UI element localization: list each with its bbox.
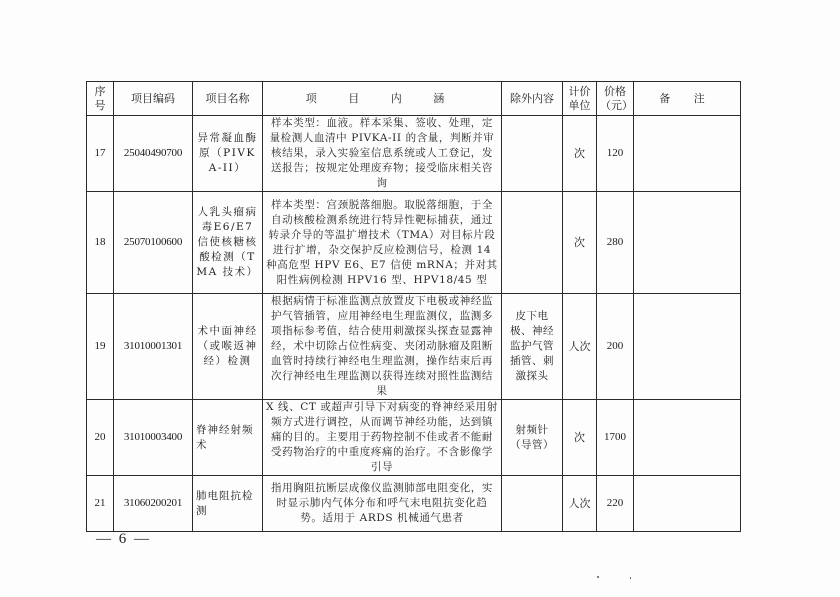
cell-seq: 18 (87, 192, 114, 294)
cell-unit: 次 (563, 400, 597, 476)
cell-code: 31010001301 (114, 294, 193, 400)
cell-exclusions (502, 476, 563, 532)
cell-price: 280 (597, 192, 634, 294)
cell-connotation: 样本类型：血液。样本采集、签收、处理，定量检测人血清中 PIVKA-II 的含量，判断并审核结果，录入实验室信息系统或人工登记，发送报告；按规定处理废弃物；接受临床相关咨询 (263, 116, 502, 192)
header-price: 价格（元） (597, 82, 634, 116)
table-row (87, 294, 741, 400)
cell-name: 肺电阻抗检测 (193, 476, 263, 532)
cell-remarks (634, 192, 741, 294)
cell-unit: 人次 (563, 294, 597, 400)
cell-seq: 19 (87, 294, 114, 400)
cell-code: 25040490700 (114, 116, 193, 192)
cell-seq: 17 (87, 116, 114, 192)
cell-remarks (634, 116, 741, 192)
cell-code: 31060200201 (114, 476, 193, 532)
header-unit: 计价单位 (563, 82, 597, 116)
table-row (87, 400, 741, 476)
cell-name: 术中面神经（或喉返神经）检测 (193, 294, 263, 400)
cell-remarks (634, 294, 741, 400)
cell-connotation: X 线、CT 或超声引导下对病变的脊神经采用射频方式进行调控，从而调节神经功能，达到镇痛的目的。主要用于药物控制不佳或者不能耐受药物治疗的中重度疼痛的治疗。不含影像学引导 (263, 400, 502, 476)
medical-service-price-table (86, 81, 741, 532)
scan-speck (597, 576, 599, 578)
cell-exclusions: 射频针（导管） (502, 400, 563, 476)
header-name: 项目名称 (193, 82, 263, 116)
cell-seq: 21 (87, 476, 114, 532)
cell-connotation: 样本类型：宫颈脱落细胞。取脱落细胞，于全自动核酸检测系统进行特异性靶标捕获，通过转录介导的等温扩增技术（TMA）对目标片段进行扩增，杂交保护反应检测信号，检测 14 种高危型 HPV E6、E7 信使 mRNA；并对其阳性病例检测 HPV16 型、HPV18/45 型 (263, 192, 502, 294)
cell-name: 异常凝血酶原（PIVKA-II） (193, 116, 263, 192)
cell-name: 人乳头瘤病毒E6/E7 信使核糖核酸检测（TMA 技术） (193, 192, 263, 294)
header-remarks: 备 注 (634, 82, 741, 116)
cell-code: 31010003400 (114, 400, 193, 476)
table-row (87, 192, 741, 294)
cell-price: 1700 (597, 400, 634, 476)
header-row (87, 82, 741, 116)
cell-name: 脊神经射频术 (193, 400, 263, 476)
cell-connotation: 指用胸阻抗断层成像仪监测肺部电阻变化，实时显示肺内气体分布和呼气末电阻抗变化趋势。适用于 ARDS 机械通气患者 (263, 476, 502, 532)
header-exclusions: 除外内容 (502, 82, 563, 116)
cell-remarks (634, 476, 741, 532)
cell-price: 220 (597, 476, 634, 532)
cell-unit: 次 (563, 192, 597, 294)
cell-connotation: 根据病情于标准监测点放置皮下电极或神经监护气管插管，应用神经电生理监测仪，监测多项指标参考值，结合使用刺激探头探查显露神经，术中切除占位性病变、夹闭动脉瘤及阻断血管时持续行神经电生理监测，操作结束后再次行神经电生理监测以获得连续对照性监测结果 (263, 294, 502, 400)
cell-price: 200 (597, 294, 634, 400)
table-row (87, 116, 741, 192)
cell-unit: 次 (563, 116, 597, 192)
cell-exclusions: 皮下电极、神经监护气管插管、刺激探头 (502, 294, 563, 400)
cell-exclusions (502, 116, 563, 192)
header-connotation: 项 目 内 涵 (263, 82, 502, 116)
cell-unit: 人次 (563, 476, 597, 532)
cell-remarks (634, 400, 741, 476)
header-code: 项目编码 (114, 82, 193, 116)
header-seq: 序号 (87, 82, 114, 116)
table-row (87, 476, 741, 532)
scan-speck (630, 577, 631, 579)
page-number: — 6 — (96, 531, 151, 547)
cell-exclusions (502, 192, 563, 294)
cell-price: 120 (597, 116, 634, 192)
cell-code: 25070100600 (114, 192, 193, 294)
cell-seq: 20 (87, 400, 114, 476)
